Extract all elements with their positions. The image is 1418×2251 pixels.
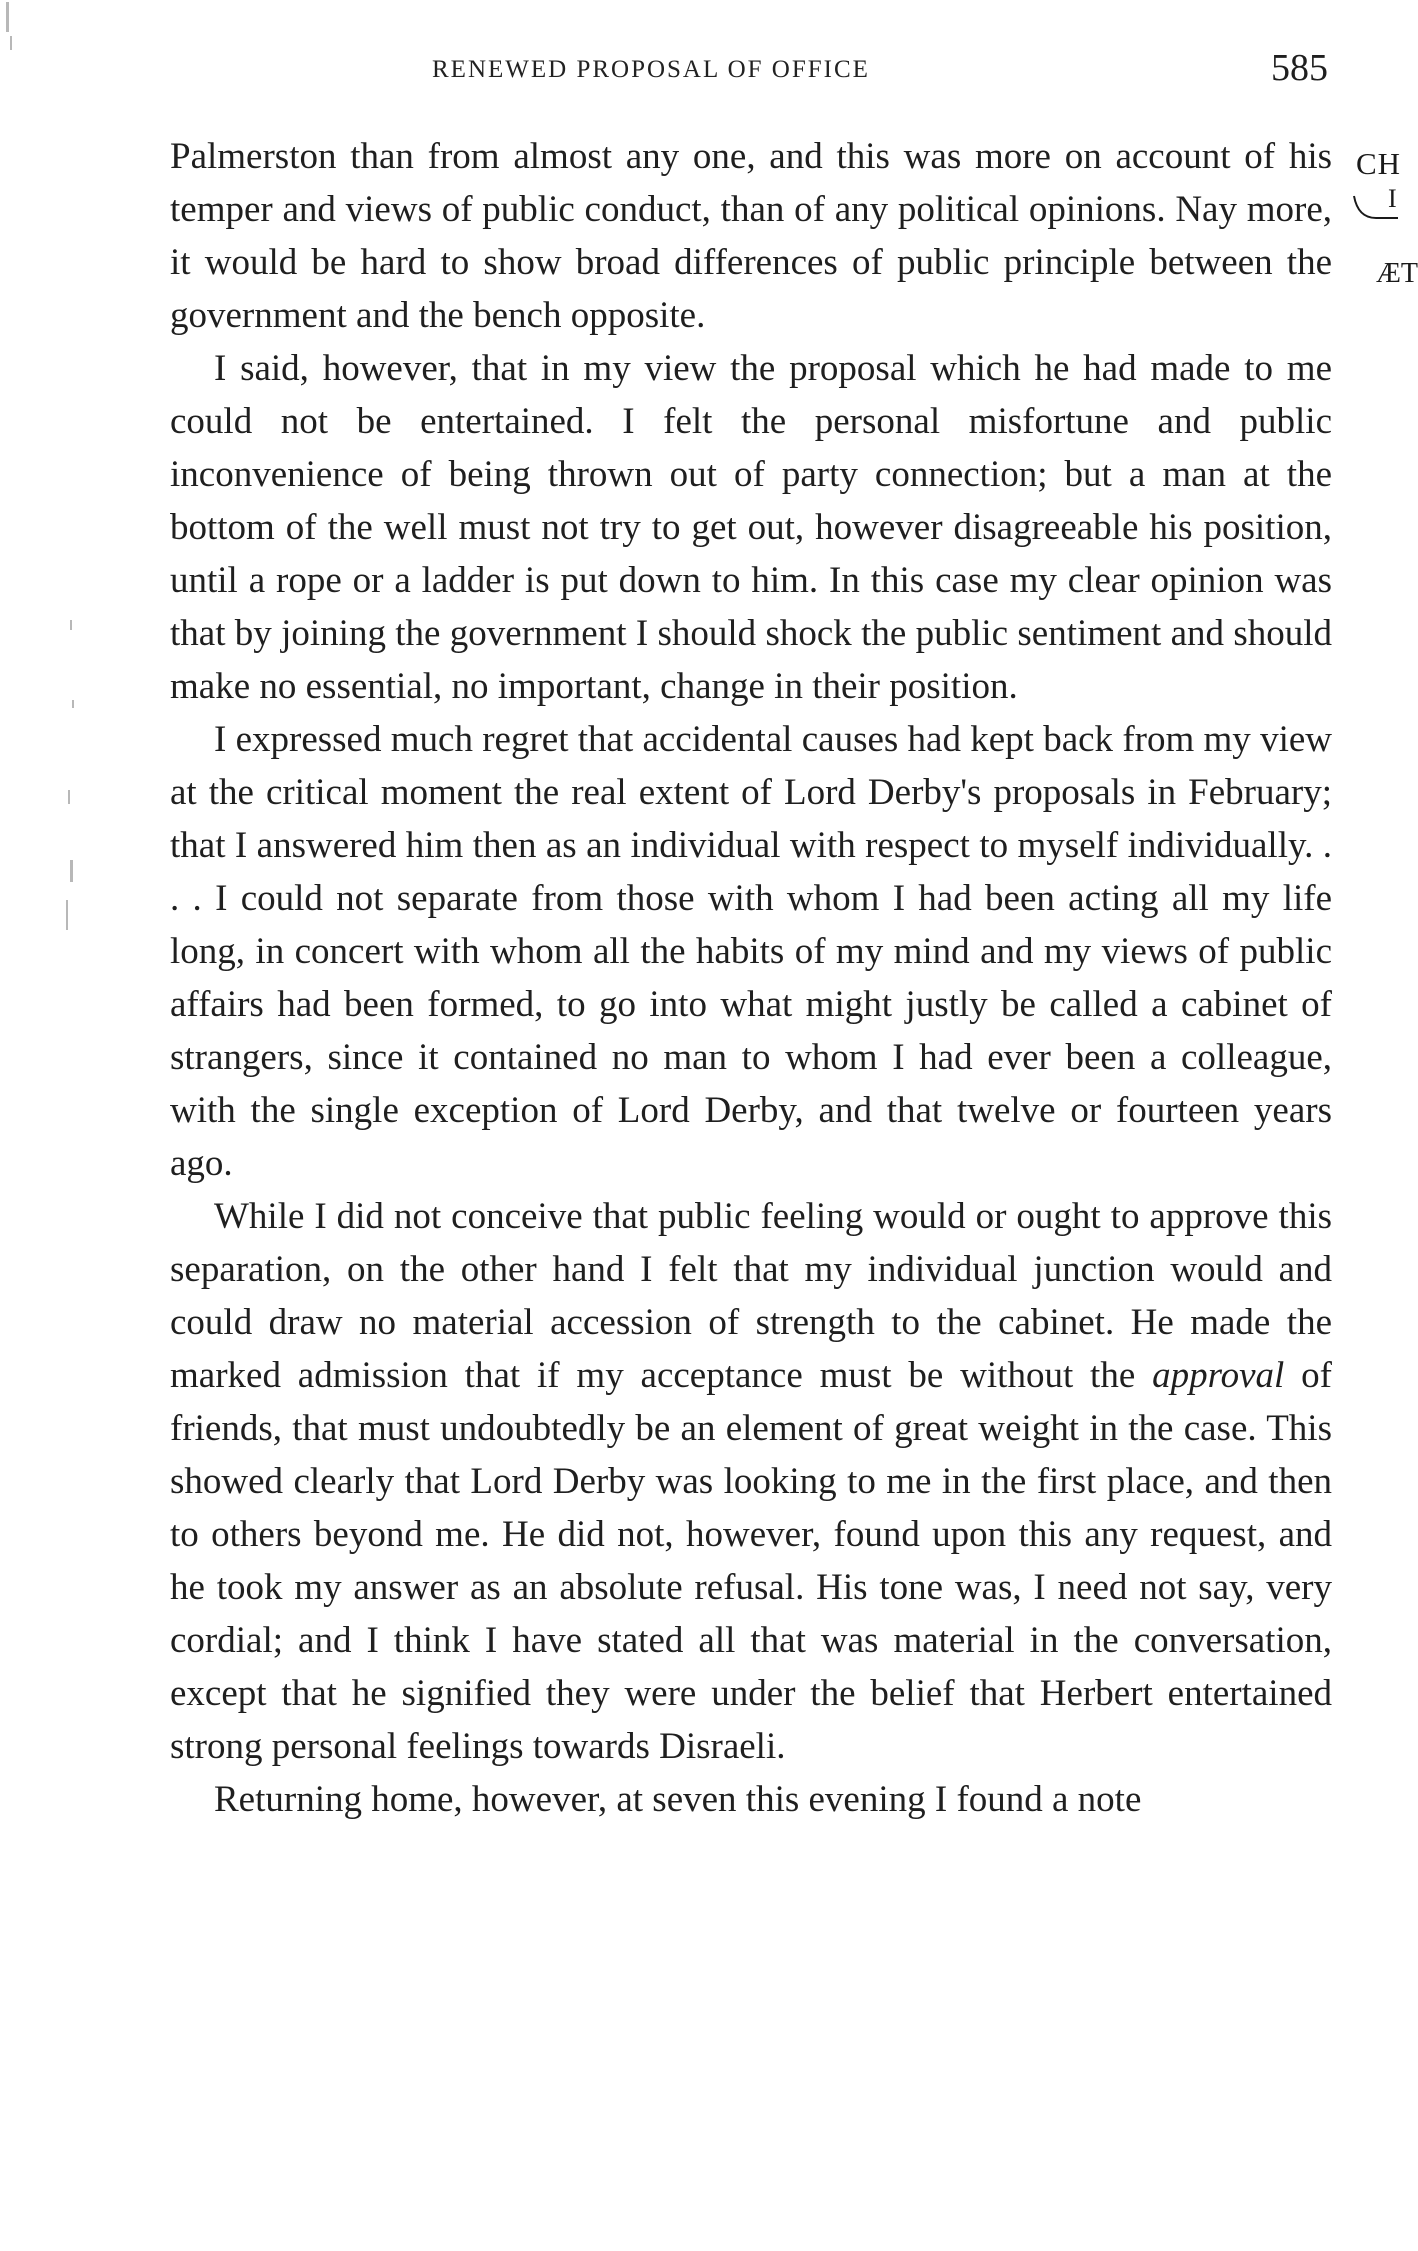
margin-age-label: ÆT	[1376, 258, 1418, 289]
scan-speck	[68, 790, 70, 804]
paragraph-2: I said, however, that in my view the proposal which he had made to me could not be entertained. I felt the personal misfortune and public inconvenience of being thrown out of party connection; but a man at the bottom of the well must not try to get out, however disagreeable his position, until a rope or a ladder is put down to him. In this case my clear opinion was that by joining the government I should shock the public sentiment and should make no essential, no important, change in their position.	[170, 348, 1332, 707]
scan-speck	[70, 620, 72, 630]
scan-speck	[72, 700, 74, 708]
margin-chapter-label: CH	[1356, 146, 1402, 181]
paragraph-3: I expressed much regret that accidental causes had kept back from my view at the critical moment the real extent of Lord Derby's proposals in February; that I answered him then as an individual with respect to myself individually. . . . I could not separate from those with whom I had been acting all my life long, in concert with whom all the habits of my mind and my views of public affairs had been formed, to go into what might justly be called a cabinet of strangers, since it contained no man to whom I had ever been a colleague, with the single exception of Lord Derby, and that twelve or fourteen years ago.	[170, 719, 1332, 1184]
paragraph-4	[170, 1190, 1332, 1773]
scan-edge-artifacts	[0, 0, 92, 2251]
paragraph-4-emphasis: approval	[1152, 1355, 1285, 1396]
scan-speck	[10, 36, 12, 50]
margin-brace-mark	[1352, 194, 1398, 224]
running-head	[170, 46, 1328, 98]
scan-speck	[6, 2, 9, 32]
body-text	[170, 130, 1332, 2170]
page-number: 585	[1271, 47, 1328, 89]
paragraph-4-part-2: of friends, that must undoubtedly be an element of great weight in the case. This showed clearly that Lord Derby was looking to me in the first place, and then to others beyond me. He did not, however, found upon this any request, and he took my answer as an absolute refusal. His tone was, I need not say, very cordial; and I think I have stated all that was material in the conversation, except that he signified they were under the belief that Herbert entertained strong personal feelings towards Disraeli.	[170, 1355, 1333, 1767]
margin-note	[1348, 146, 1418, 316]
scan-speck	[66, 900, 68, 930]
scan-speck	[70, 860, 73, 882]
paragraph-4-part-1: While I did not conceive that public feeling would or ought to approve this separation, on the other hand I felt that my individual junction would and could draw no material accession of strength to the cabinet. He made the marked admission that if my acceptance must be without the	[170, 1196, 1332, 1396]
paragraph-1: Palmerston than from almost any one, and this was more on account of his temper and views of public conduct, than of any political opinions. Nay more, it would be hard to show broad differences of public principle between the government and the bench opposite.	[170, 136, 1332, 336]
margin-chapter-number: I	[1388, 184, 1397, 213]
paragraph-5: Returning home, however, at seven this evening I found a note	[214, 1779, 1142, 1820]
running-title: RENEWED PROPOSAL OF OFFICE	[432, 56, 870, 83]
